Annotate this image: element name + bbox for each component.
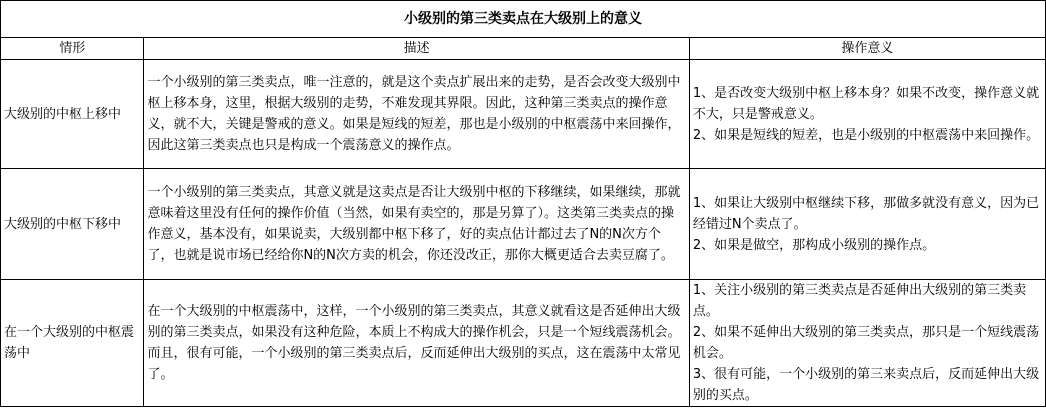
meaning-item: 1、如果让大级别中枢继续下移，那做多就没有意义，因为已经错过N个卖点了。 — [692, 195, 1040, 232]
meaning-item: 2、如果是短线的短差，也是小级别的中枢震荡中来回操作。 — [692, 127, 1040, 143]
situation-cell: 在一个大级别的中枢震荡中 — [1, 280, 144, 407]
meaning-item: 1、关注小级别的第三类卖点是否延伸出大级别的第三类卖点。 — [692, 283, 1027, 319]
table-title: 小级别的第三类卖点在大级别上的意义 — [1, 1, 1046, 38]
header-description: 描述 — [144, 38, 689, 60]
description-cell: 一个小级别的第三类卖点，唯一注意的，就是这个卖点扩展出来的走势，是否会改变大级别中枢上移本身，这里，根据大级别的走势，不难发现其界限。因此，这种第三类卖点的操作意义，就不大，关键是警戒的意义。如果是短线的短差，那也是小级别的中枢震荡中来回操作，因此这第三类卖点也只是构成一个震荡意义的操作点。 — [144, 60, 689, 169]
meaning-item: 2、如果是做空，那构成小级别的操作点。 — [692, 237, 936, 253]
meaning-cell — [689, 169, 1045, 280]
table-row — [1, 60, 1046, 169]
description-cell: 在一个大级别的中枢震荡中，这样，一个小级别的第三类卖点，其意义就看这是否延伸出大级别的第三类卖点，如果没有这种危险，本质上不构成大的操作机会，只是一个短线震荡机会。而且，很有可能，一个小级别的第三类卖点后，反而延伸出大级别的买点，这在震荡中太常见了。 — [144, 280, 689, 407]
description-cell: 一个小级别的第三类卖点，其意义就是这卖点是否让大级别中枢的下移继续，如果继续，那就意味着这里没有任何的操作价值（当然，如果有卖空的，那是另算了）。这类第三类卖点的操作意义，基本没有，如果说卖，大级别都中枢下移了，好的卖点估计都过去了N的N次方个了，也就是说市场已经给你N的N次方卖的机会，你还没改正，那你大概更适合去卖豆腐了。 — [144, 169, 689, 280]
meaning-cell — [689, 60, 1045, 169]
header-situation: 情形 — [1, 38, 144, 60]
meaning-item: 3、很有可能，一个小级别的第三来卖点后，反而延伸出大级别的买点。 — [692, 367, 1040, 403]
situation-cell: 大级别的中枢上移中 — [1, 60, 144, 169]
meaning-item: 1、是否改变大级别中枢上移本身？如果不改变，操作意义就不大，只是警戒意义。 — [692, 85, 1040, 122]
situation-cell: 大级别的中枢下移中 — [1, 169, 144, 280]
table-row — [1, 169, 1046, 280]
meaning-cell — [689, 280, 1045, 407]
table-row — [1, 280, 1046, 407]
header-meaning: 操作意义 — [689, 38, 1045, 60]
meaning-item: 2、如果不延伸出大级别的第三类卖点，那只是一个短线震荡机会。 — [692, 325, 1040, 361]
